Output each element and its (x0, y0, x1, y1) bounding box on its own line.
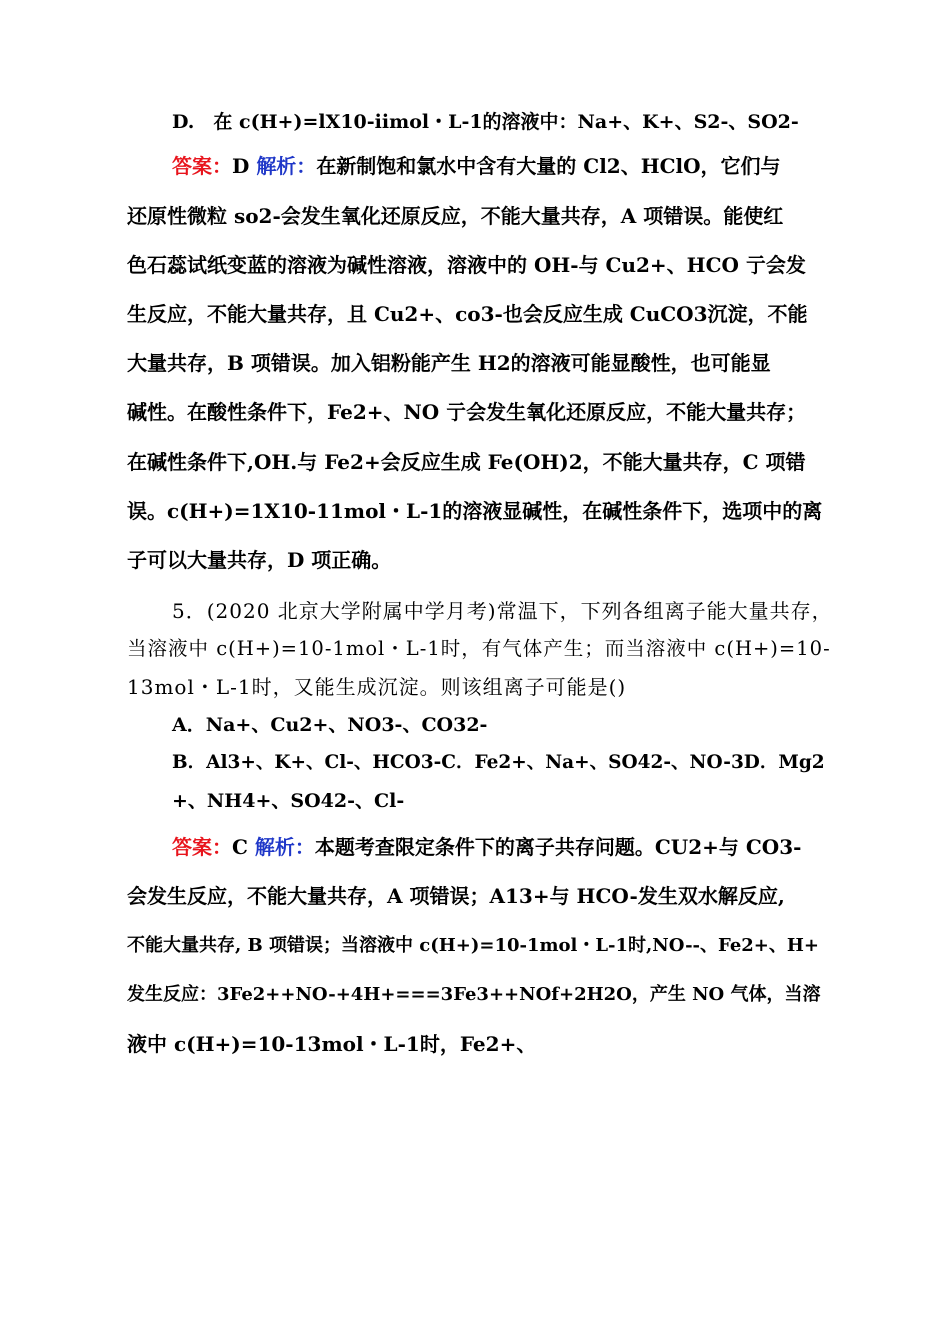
analysis-line: 子可以大量共存，D 项正确。 (127, 548, 392, 572)
option-b-c-d: B．Al3+、K+、Cl-、HCO3-C．Fe2+、Na+、SO42-、NO-3D．Mg2 (172, 752, 825, 773)
option-d-prev: D. 在 c(H+)=lX10-iimol・L-1的溶液中：Na+、K+、S2-、SO2- (172, 111, 799, 133)
analysis-line: 还原性微粒 so2-会发生氧化还原反应，不能大量共存，A 项错误。能使红 (127, 204, 784, 228)
answer-label: 答案： (172, 154, 232, 178)
answer-value: D (232, 154, 250, 178)
question-5-stem: 当溶液中 c(H+)=10-1mol・L-1时，有气体产生；而当溶液中 c(H+)=10- (127, 637, 831, 660)
option-d-cont: +、NH4+、SO42-、Cl- (172, 790, 405, 812)
analysis-line: 误。c(H+)=1X10-11mol・L-1的溶液显碱性，在碱性条件下，选项中的离 (127, 499, 823, 523)
analysis-line: 不能大量共存, B 项错误；当溶液中 c(H+)=10-1mol・L-1时,NO--、Fe2+、H+ (127, 935, 819, 956)
analysis-line: 会发生反应，不能大量共存，A 项错误；A13+与 HCO-发生双水解反应, (127, 884, 785, 908)
answer-line-first (172, 152, 781, 180)
analysis-line: 色石蕊试纸变蓝的溶液为碱性溶液，溶液中的 OH-与 Cu2+、HCO 亍会发 (127, 253, 806, 277)
answer-line-first (172, 833, 801, 861)
analysis-line: 碱性。在酸性条件下，Fe2+、NO 亍会发生氧化还原反应，不能大量共存； (127, 400, 807, 424)
analysis-text: 本题考查限定条件下的离子共存问题。CU2+与 CO3- (314, 835, 802, 859)
analysis-line: 液中 c(H+)=10-13mol・L-1时，Fe2+、 (127, 1032, 537, 1056)
analysis-label: 解析： (256, 154, 317, 178)
analysis-line: 大量共存，B 项错误。加入铝粉能产生 H2的溶液可能显酸性，也可能显 (127, 351, 771, 375)
answer-value: C (232, 835, 248, 859)
analysis-line: 在碱性条件下,OH.与 Fe2+会反应生成 Fe(OH)2，不能大量共存，C 项错 (127, 450, 806, 474)
answer-label: 答案： (172, 835, 232, 859)
analysis-line: 发生反应：3Fe2++NO-+4H+===3Fe3++NOf+2H2O，产生 NO 气体，当溶 (127, 984, 821, 1005)
analysis-line: 生反应，不能大量共存，且 Cu2+、co3-也会反应生成 CuCO3沉淀，不能 (127, 302, 808, 326)
question-5-stem: 13mol・L-1时，又能生成沉淀。则该组离子可能是() (127, 675, 627, 699)
analysis-label: 解析： (254, 835, 315, 859)
option-a: A．Na+、Cu2+、NO3-、CO32- (172, 714, 488, 736)
analysis-text: 在新制饱和氯水中含有大量的 Cl2、HClO，它们与 (316, 154, 781, 178)
question-5-stem: 5．(2020 北京大学附属中学月考)常温下，下列各组离子能大量共存， (172, 599, 833, 623)
